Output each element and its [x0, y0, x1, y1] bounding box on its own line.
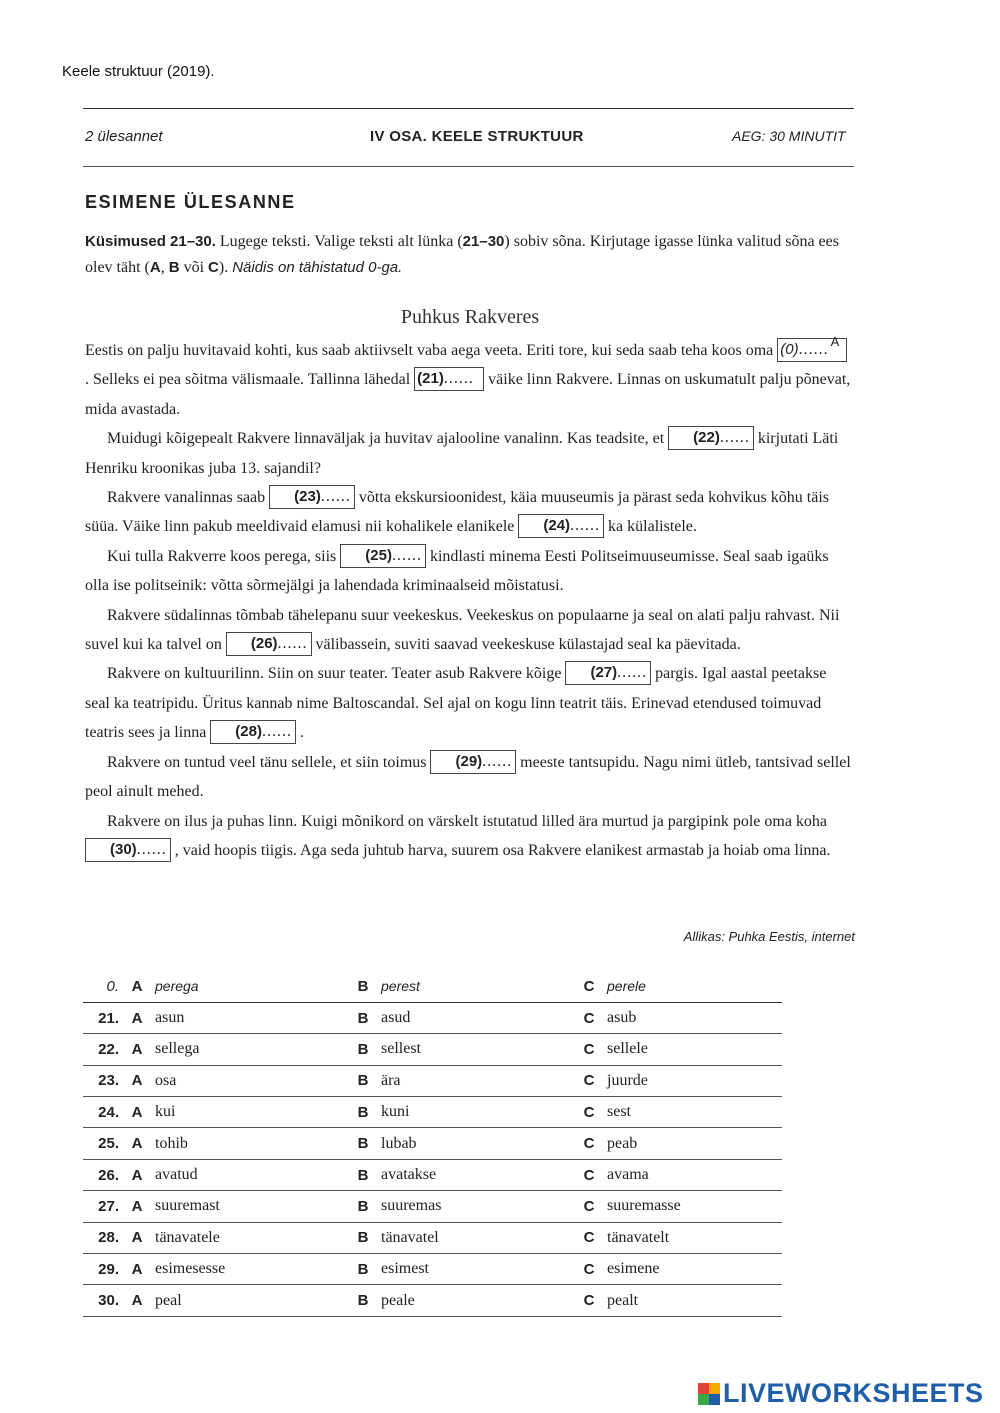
instructions-questions: Küsimused 21–30.: [85, 233, 216, 250]
option-b: peale: [377, 1285, 575, 1316]
option-b: esimest: [377, 1254, 575, 1285]
option-a: kui: [151, 1097, 349, 1128]
header-task-count: 2 ülesannet: [85, 128, 163, 145]
gap-27-input[interactable]: [565, 661, 651, 685]
option-letter-b: B: [349, 1285, 377, 1316]
option-b: lubab: [377, 1128, 575, 1159]
gap-dots: ......: [391, 546, 422, 564]
gap-dots: ......: [320, 488, 351, 506]
gap-dots: ......: [261, 723, 292, 741]
option-a: tohib: [151, 1128, 349, 1159]
gap-example-answer: A: [830, 334, 840, 349]
instructions-sep: ,: [160, 259, 169, 276]
option-letter-b: B: [349, 1002, 377, 1033]
option-number: 22.: [83, 1034, 123, 1065]
option-letter-b: B: [349, 1128, 377, 1159]
paragraph-text: Rakvere on tuntud veel tänu sellele, et siin toimus: [107, 753, 431, 771]
option-row: [83, 1254, 782, 1285]
instructions-example: Näidis on tähistatud 0-ga.: [232, 259, 403, 276]
option-letter-a: A: [123, 1065, 151, 1096]
option-letter-a: A: [123, 1285, 151, 1316]
option-letter-a: A: [123, 1222, 151, 1253]
paragraph-5: [85, 601, 855, 660]
paragraph-text: Rakvere südalinnas tõmbab tähelepanu suur veekeskus. Veekeskus on populaarne ja seal on alati palju rahvast. Nii suvel kui ka talvel on: [85, 606, 840, 654]
logo-square-yellow: [709, 1383, 720, 1394]
gap-dots: ......: [443, 370, 474, 388]
paragraph-text: ka külalistele.: [604, 518, 697, 536]
header-section-title: IV OSA. KEELE STRUKTUUR: [370, 128, 584, 145]
gap-number: (26): [250, 635, 278, 653]
option-a: perega: [151, 971, 349, 1002]
option-letter-a: A: [123, 1159, 151, 1190]
option-number: 28.: [83, 1222, 123, 1253]
option-letter-a: A: [123, 1254, 151, 1285]
option-letter-c: C: [575, 1285, 603, 1316]
option-c: sellele: [603, 1034, 782, 1065]
liveworksheets-wordmark: LIVEWORKSHEETS: [723, 1378, 984, 1408]
option-row: [83, 1191, 782, 1222]
option-number: 23.: [83, 1065, 123, 1096]
paragraph-text: Muidugi kõigepealt Rakvere linnaväljak ja huvitav ajalooline vanalinn. Kas teadsite, et: [107, 430, 669, 448]
gap-dots: ......: [570, 517, 601, 535]
gap-22-input[interactable]: [668, 426, 754, 450]
gap-number: (22): [693, 429, 720, 447]
option-a: sellega: [151, 1034, 349, 1065]
option-letter-a: A: [123, 1002, 151, 1033]
option-c: sest: [603, 1097, 782, 1128]
option-letter-b: B: [349, 1159, 377, 1190]
option-a: avatud: [151, 1159, 349, 1190]
gap-number: (23): [294, 488, 321, 506]
paragraph-2: [85, 424, 855, 483]
instructions: [85, 229, 855, 281]
header-time: AEG: 30 MINUTIT: [732, 128, 846, 144]
option-number: 0.: [83, 971, 123, 1002]
gap-0-example: [777, 334, 847, 362]
option-a: peal: [151, 1285, 349, 1316]
paragraph-text: välibassein, suviti saavad veekeskuse külastajad seal ka päevitada.: [311, 636, 741, 654]
option-row: [83, 1065, 782, 1096]
gap-28-input[interactable]: [210, 720, 296, 744]
paragraph-text: Eestis on palju huvitavaid kohti, kus saab aktiivselt vaba aega veeta. Eriti tore, kui seda saab teha koos oma: [85, 342, 778, 359]
option-letter-b: B: [349, 1097, 377, 1128]
option-letter-c: C: [575, 971, 603, 1002]
paragraph-1: [85, 336, 855, 424]
paragraph-text: , vaid hoopis tiigis. Aga seda juhtub harva, suurem osa Rakvere elanikest armastab ja hoiab oma linna.: [170, 841, 831, 859]
option-letter-a: A: [123, 971, 151, 1002]
gap-number: (21): [417, 370, 444, 388]
option-c: esimene: [603, 1254, 782, 1285]
option-number: 30.: [83, 1285, 123, 1316]
option-row: [83, 1002, 782, 1033]
logo-square-green: [698, 1394, 709, 1405]
paragraph-text: Rakvere vanalinnas saab: [107, 489, 270, 507]
option-b: perest: [377, 971, 575, 1002]
paragraph-text: kindlasti minema Eesti Politseimuuseumisse. Seal saab igaüks olla ise politseinik: võtta sõrmejälgi ja lahendada kriminaalseid mõistatusi.: [85, 547, 829, 595]
top-note: Keele struktuur (2019).: [62, 63, 215, 80]
gap-number: (0): [780, 341, 799, 358]
gap-number: (27): [590, 664, 618, 682]
gap-number: (25): [365, 546, 392, 564]
option-letter-c: C: [575, 1065, 603, 1096]
option-number: 26.: [83, 1159, 123, 1190]
option-b: avatakse: [377, 1159, 575, 1190]
option-number: 25.: [83, 1128, 123, 1159]
logo-square-red: [698, 1383, 709, 1394]
option-row: [83, 1097, 782, 1128]
option-c: tänavatelt: [603, 1222, 782, 1253]
gap-dots: ......: [798, 341, 829, 358]
gap-number: (28): [235, 723, 262, 741]
text-title: Puhkus Rakveres: [400, 306, 540, 328]
instructions-sep: või: [179, 259, 209, 276]
gap-number: (24): [543, 517, 571, 535]
paragraph-text: meeste tantsupidu. Nagu nimi ütleb, tantsivad sellel peol ainult mehed.: [85, 753, 851, 801]
option-row: [83, 1034, 782, 1065]
section-title: ESIMENE ÜLESANNE: [85, 192, 296, 212]
paragraph-8: [85, 807, 855, 866]
header-rule-bottom: [83, 166, 854, 167]
gap-dots: ......: [277, 635, 308, 653]
options-table: [83, 971, 782, 1317]
option-a: esimesesse: [151, 1254, 349, 1285]
gap-30-input[interactable]: [85, 838, 171, 862]
option-letter-a: A: [123, 1191, 151, 1222]
option-letter-c: C: [575, 1191, 603, 1222]
option-letter-b: B: [349, 1191, 377, 1222]
gap-29-input[interactable]: [430, 750, 516, 774]
option-c: pealt: [603, 1285, 782, 1316]
logo-square-blue: [709, 1394, 720, 1405]
gap-24-input[interactable]: [518, 514, 604, 538]
option-c: asub: [603, 1002, 782, 1033]
instructions-text: Lugege teksti. Valige teksti alt lünka (: [215, 233, 463, 250]
option-a: asun: [151, 1002, 349, 1033]
gap-number: (29): [455, 752, 483, 770]
option-b: asud: [377, 1002, 575, 1033]
option-letter-c: C: [575, 1222, 603, 1253]
option-letter-a: A: [123, 1097, 151, 1128]
gap-dots: ......: [136, 840, 167, 858]
option-b: kuni: [377, 1097, 575, 1128]
instructions-text: ) sobiv sõna. Kirjutage igasse lünka valitud sõna ees olev täht (: [85, 233, 839, 276]
instructions-range: 21–30: [462, 233, 505, 250]
option-a: osa: [151, 1065, 349, 1096]
paragraph-text: kirjutati Läti Henriku kroonikas juba 13. sajandil?: [85, 430, 839, 477]
liveworksheets-brand: [698, 1378, 984, 1409]
option-letter-a: A: [123, 1034, 151, 1065]
option-letter-b: B: [349, 1034, 377, 1065]
option-letter-b: B: [349, 1254, 377, 1285]
option-c: peab: [603, 1128, 782, 1159]
header-rule-top: [83, 108, 854, 109]
source-citation: Allikas: Puhka Eestis, internet: [683, 929, 855, 944]
option-letter-c: C: [575, 1159, 603, 1190]
paragraph-4: [85, 542, 855, 601]
option-c: perele: [603, 971, 782, 1002]
option-number: 24.: [83, 1097, 123, 1128]
option-number: 27.: [83, 1191, 123, 1222]
option-row: [83, 1128, 782, 1159]
option-b: ära: [377, 1065, 575, 1096]
option-letter-c: C: [575, 1002, 603, 1033]
gap-dots: ......: [719, 429, 750, 447]
option-letter-c: C: [575, 1128, 603, 1159]
option-b: tänavatel: [377, 1222, 575, 1253]
option-c: avama: [603, 1159, 782, 1190]
option-letter-c: C: [575, 1034, 603, 1065]
instructions-letter-b: B: [168, 259, 180, 276]
instructions-text: ).: [218, 259, 233, 276]
option-b: suuremas: [377, 1191, 575, 1222]
option-row: [83, 1285, 782, 1316]
paragraph-7: [85, 748, 855, 807]
reading-text: [85, 336, 855, 865]
paragraph-text: .: [295, 724, 304, 742]
option-letter-b: B: [349, 1065, 377, 1096]
option-a: suuremast: [151, 1191, 349, 1222]
instructions-letter-a: A: [149, 259, 161, 276]
option-number: 21.: [83, 1002, 123, 1033]
paragraph-text: Kui tulla Rakverre koos perega, siis: [107, 547, 341, 565]
option-a: tänavatele: [151, 1222, 349, 1253]
liveworksheets-logo-icon: [698, 1383, 720, 1405]
instructions-letter-c: C: [208, 259, 219, 276]
gap-23-input[interactable]: [269, 485, 355, 509]
gap-26-input[interactable]: [226, 632, 312, 656]
paragraph-text: väike linn Rakvere. Linnas on uskumatult palju põnevat, mida avastada.: [85, 371, 851, 418]
gap-dots: ......: [617, 664, 648, 682]
option-letter-c: C: [575, 1097, 603, 1128]
option-letter-a: A: [123, 1128, 151, 1159]
gap-21-input[interactable]: [414, 367, 484, 391]
paragraph-text: pargis. Igal aastal peetakse seal ka teatripidu. Üritus kannab nime Baltoscandal. Sel ajal on kogu linn teatrit täis. Erinevad etendused toimuvad teatris sees ja linna: [85, 665, 827, 742]
paragraph-text: võtta ekskursioonidest, käia muuseumis ja pärast seda kohvikus kõhu täis süüa. Väike linn pakub meeldivaid elamusi nii kohalikele elanikele: [85, 489, 829, 536]
option-b: sellest: [377, 1034, 575, 1065]
gap-25-input[interactable]: [340, 544, 426, 568]
option-c: suuremasse: [603, 1191, 782, 1222]
gap-number: (30): [110, 840, 137, 858]
option-letter-b: B: [349, 971, 377, 1002]
option-letter-c: C: [575, 1254, 603, 1285]
paragraph-text: . Selleks ei pea sõitma välismaale. Tallinna lähedal: [85, 371, 415, 389]
option-row: [83, 1222, 782, 1253]
option-row: [83, 971, 782, 1002]
option-row: [83, 1159, 782, 1190]
paragraph-text: Rakvere on ilus ja puhas linn. Kuigi mõnikord on värskelt istutatud lilled ära murtud ja pargipink pole oma koha: [107, 812, 828, 830]
paragraph-text: Rakvere on kultuurilinn. Siin on suur teater. Teater asub Rakvere kõige: [107, 665, 566, 683]
option-letter-b: B: [349, 1222, 377, 1253]
gap-dots: ......: [482, 752, 513, 770]
paragraph-3: [85, 483, 855, 542]
paragraph-6: [85, 659, 855, 747]
option-c: juurde: [603, 1065, 782, 1096]
option-number: 29.: [83, 1254, 123, 1285]
